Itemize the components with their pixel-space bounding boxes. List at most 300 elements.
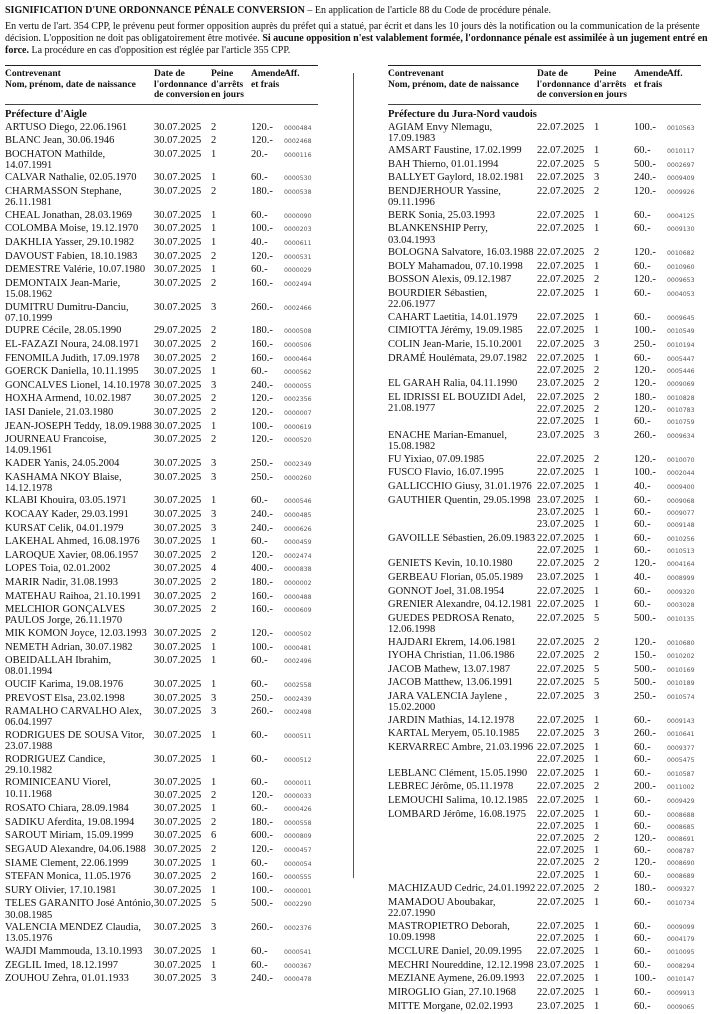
order-date: 23.07.2025	[537, 959, 585, 971]
fine-amount: 60.-	[634, 532, 651, 544]
order-row	[154, 844, 318, 856]
header-contrevenant-line2: Nom, prénom, date de naissance	[5, 79, 136, 90]
order-row	[154, 550, 318, 562]
order-date: 22.07.2025	[537, 845, 585, 857]
detention-days: 2	[211, 590, 217, 602]
detention-days: 1	[211, 495, 217, 507]
order-date: 22.07.2025	[537, 453, 585, 465]
detention-days: 2	[594, 247, 600, 259]
table-row	[5, 844, 318, 856]
order-row	[537, 728, 701, 740]
order-list	[154, 135, 318, 147]
case-number: 0000367	[284, 962, 312, 970]
detention-days: 1	[594, 288, 600, 300]
order-date: 22.07.2025	[537, 636, 585, 648]
case-number: 0009429	[667, 797, 695, 805]
detention-days: 1	[594, 311, 600, 323]
case-number: 0010563	[667, 124, 695, 132]
table-row	[388, 691, 701, 713]
order-row	[537, 946, 701, 958]
case-number: 0002356	[284, 396, 312, 404]
table-row	[388, 742, 701, 766]
order-list	[537, 960, 701, 972]
offender-name: MAMADOU Aboubakar, 22.07.1990	[388, 896, 496, 919]
order-date: 30.07.2025	[154, 627, 202, 639]
case-number: 0008999	[667, 574, 695, 582]
fine-amount: 200.-	[634, 781, 656, 793]
case-number: 0011002	[667, 784, 695, 792]
order-row	[154, 421, 318, 433]
table-row	[5, 278, 318, 300]
case-number: 0000838	[284, 566, 312, 574]
detention-days: 2	[594, 186, 600, 198]
order-row	[154, 380, 318, 392]
offender-name: MARIR Nadir, 31.08.1993	[5, 576, 119, 588]
detention-days: 2	[211, 871, 217, 883]
fine-amount: 120.-	[251, 549, 273, 561]
detention-days: 2	[211, 186, 217, 198]
order-list	[537, 122, 701, 144]
fine-amount: 60.-	[251, 536, 268, 548]
case-number: 0010574	[667, 693, 695, 701]
order-list	[154, 754, 318, 776]
offender-name: DEMESTRE Valérie, 10.07.1980	[5, 264, 146, 276]
order-list	[154, 817, 318, 829]
detention-days: 2	[211, 250, 217, 262]
order-date: 30.07.2025	[154, 250, 202, 262]
detention-days: 1	[594, 571, 600, 583]
offender-name: HAJDARI Ekrem, 14.06.1981	[388, 636, 517, 648]
table-row	[5, 591, 318, 603]
order-list	[537, 728, 701, 740]
order-list	[154, 421, 318, 433]
offender-name: BENDJERHOUR Yassine, 09.11.1996	[388, 186, 501, 209]
order-row	[154, 523, 318, 535]
offender-name: KARTAL Meryem, 05.10.1985	[388, 728, 520, 740]
fine-amount: 40.-	[251, 237, 268, 249]
table-row	[5, 730, 318, 752]
offender-name: SURY Olivier, 17.10.1981	[5, 884, 117, 896]
detention-days: 5	[594, 663, 600, 675]
order-date: 22.07.2025	[537, 247, 585, 259]
fine-amount: 120.-	[251, 627, 273, 639]
table-row	[5, 550, 318, 562]
order-date: 22.07.2025	[537, 973, 585, 985]
offender-name: CHEAL Jonathan, 28.03.1969	[5, 209, 133, 221]
order-date: 23.07.2025	[537, 506, 585, 518]
offender-name: DUPRE Cécile, 28.05.1990	[5, 325, 122, 337]
table-row	[5, 135, 318, 147]
table-row	[388, 495, 701, 532]
order-date: 22.07.2025	[537, 946, 585, 958]
detention-days: 3	[594, 430, 600, 442]
notice-title-line	[5, 5, 708, 17]
fine-amount: 600.-	[251, 830, 273, 842]
order-list	[154, 264, 318, 276]
detention-days: 1	[211, 420, 217, 432]
fine-amount: 240.-	[251, 973, 273, 985]
order-list	[537, 159, 701, 171]
order-date: 22.07.2025	[537, 728, 585, 740]
table-row	[5, 777, 318, 801]
order-row	[537, 691, 701, 703]
detention-days: 1	[594, 820, 600, 832]
table-row	[388, 353, 701, 377]
case-number: 0004053	[667, 291, 695, 299]
order-row	[537, 1001, 701, 1013]
detention-days: 3	[211, 301, 217, 313]
detention-days: 1	[211, 884, 217, 896]
order-list	[537, 613, 701, 635]
fine-amount: 260.-	[634, 430, 656, 442]
header-amende: Amende et frais	[634, 69, 668, 90]
case-number: 0009148	[667, 522, 695, 529]
table-row	[5, 495, 318, 507]
case-number: 0004125	[667, 212, 695, 220]
detention-days: 2	[211, 135, 217, 147]
fine-amount: 60.-	[634, 820, 651, 832]
detention-days: 1	[211, 209, 217, 221]
case-number: 0009400	[667, 484, 695, 491]
order-row	[537, 353, 701, 365]
detention-days: 1	[594, 741, 600, 753]
order-date: 22.07.2025	[537, 714, 585, 726]
order-date: 30.07.2025	[154, 816, 202, 828]
fine-amount: 250.-	[634, 339, 656, 351]
order-row	[154, 898, 318, 910]
order-row	[537, 742, 701, 754]
detention-days: 1	[594, 932, 600, 944]
detention-days: 1	[211, 803, 217, 815]
case-number: 0008688	[667, 811, 695, 819]
offender-name: MEZIANE Aymene, 26.09.1993	[388, 973, 525, 985]
detention-days: 1	[594, 585, 600, 597]
order-row	[154, 186, 318, 198]
case-number: 0009077	[667, 509, 695, 517]
case-number: 0000531	[284, 253, 312, 261]
order-list	[154, 434, 318, 456]
order-row	[537, 145, 701, 157]
order-date: 30.07.2025	[154, 186, 202, 198]
order-date: 22.07.2025	[537, 883, 585, 895]
table-row	[388, 586, 701, 598]
detention-days: 4	[211, 563, 217, 575]
order-row	[154, 434, 318, 446]
table-row	[5, 366, 318, 378]
fine-amount: 500.-	[634, 158, 656, 170]
order-row	[537, 481, 701, 493]
offender-name: DEMONTAIX Jean-Marie, 15.08.1962	[5, 277, 121, 301]
case-number: 0000481	[284, 644, 312, 652]
fine-amount: 120.-	[251, 844, 273, 856]
offender-name: GRENIER Alexandre, 04.12.1981	[388, 599, 532, 611]
order-list	[154, 458, 318, 470]
fine-amount: 100.-	[251, 641, 273, 653]
offender-name: GAVOILLE Sébastien, 26.09.1983	[388, 532, 536, 544]
detention-days: 2	[594, 558, 600, 570]
offender-name: BLANKENSHIP Perry, 03.04.1993	[388, 223, 488, 246]
order-date: 22.07.2025	[537, 364, 585, 376]
offender-name: BOLY Mahamadou, 07.10.1998	[388, 260, 523, 272]
case-number: 0000626	[284, 525, 312, 533]
order-row	[154, 149, 318, 161]
case-number: 0002376	[284, 925, 312, 933]
fine-amount: 400.-	[251, 563, 273, 575]
table-row	[388, 973, 701, 985]
order-date: 30.07.2025	[154, 922, 202, 934]
order-date: 22.07.2025	[537, 404, 585, 416]
order-row	[537, 897, 701, 909]
case-number: 0000001	[284, 887, 312, 895]
fine-amount: 60.-	[634, 794, 651, 806]
fine-amount: 120.-	[634, 186, 656, 198]
fine-amount: 160.-	[251, 604, 273, 616]
case-number: 0002496	[284, 658, 312, 666]
detention-days: 1	[211, 959, 217, 971]
table-row	[5, 858, 318, 870]
order-row	[537, 495, 701, 507]
order-date: 22.07.2025	[537, 650, 585, 662]
fine-amount: 100.-	[634, 325, 656, 337]
order-row	[154, 563, 318, 575]
order-date: 22.07.2025	[537, 325, 585, 337]
order-date: 22.07.2025	[537, 741, 585, 753]
order-row	[154, 509, 318, 521]
offender-name: MCCLURE Daniel, 20.09.1995	[388, 946, 522, 958]
detention-days: 1	[594, 325, 600, 337]
case-number: 0000809	[284, 833, 312, 841]
order-row	[154, 172, 318, 184]
order-row	[537, 664, 701, 676]
fine-amount: 60.-	[251, 678, 268, 690]
detention-days: 1	[594, 467, 600, 479]
fine-amount: 60.-	[634, 714, 651, 726]
order-row	[537, 247, 701, 259]
order-date: 30.07.2025	[154, 301, 202, 313]
fine-amount: 60.-	[634, 845, 651, 857]
table-row	[388, 467, 701, 479]
detention-days: 1	[594, 714, 600, 726]
order-list	[537, 586, 701, 598]
detention-days: 1	[594, 260, 600, 272]
order-date: 22.07.2025	[537, 209, 585, 221]
order-list	[537, 186, 701, 208]
fine-amount: 60.-	[251, 777, 268, 789]
case-number: 0000546	[284, 498, 312, 506]
fine-amount: 120.-	[634, 274, 656, 286]
order-row	[537, 339, 701, 351]
case-number: 0009409	[667, 175, 695, 183]
order-date: 30.07.2025	[154, 209, 202, 221]
table-row	[388, 533, 701, 557]
table-row	[388, 650, 701, 662]
detention-days: 2	[211, 549, 217, 561]
order-date: 30.07.2025	[154, 457, 202, 469]
fine-amount: 60.-	[634, 223, 651, 235]
case-number: 0000508	[284, 328, 312, 336]
detention-days: 2	[594, 453, 600, 465]
order-date: 22.07.2025	[537, 467, 585, 479]
order-date: 22.07.2025	[537, 869, 585, 881]
table-row	[5, 960, 318, 972]
case-number: 0010587	[667, 770, 695, 778]
order-list	[537, 599, 701, 611]
offender-name: GOERCK Daniella, 10.11.1995	[5, 366, 139, 378]
table-row	[5, 380, 318, 392]
detention-days: 5	[594, 677, 600, 689]
order-row	[537, 821, 701, 833]
offender-name: ARTUSO Diego, 22.06.1961	[5, 121, 128, 133]
order-date: 30.07.2025	[154, 777, 202, 789]
order-row	[537, 533, 701, 545]
detention-days: 1	[594, 599, 600, 611]
case-number: 0002697	[667, 161, 695, 169]
table-row	[388, 325, 701, 337]
order-list	[537, 883, 701, 895]
fine-amount: 60.-	[251, 264, 268, 276]
case-number: 0000502	[284, 630, 312, 638]
table-row	[388, 768, 701, 780]
case-number: 0000562	[284, 369, 312, 377]
table-row	[388, 781, 701, 793]
order-date: 22.07.2025	[537, 416, 585, 428]
order-row	[154, 817, 318, 829]
order-date: 30.07.2025	[154, 576, 202, 588]
order-row	[537, 159, 701, 171]
fine-amount: 250.-	[634, 690, 656, 702]
order-list	[154, 898, 318, 920]
offender-name: COLIN Jean-Marie, 15.10.2001	[388, 339, 523, 351]
table-row	[5, 393, 318, 405]
detention-days: 3	[594, 339, 600, 351]
order-row	[537, 754, 701, 766]
offender-name: JACOB Matthew, 13.06.1991	[388, 677, 514, 689]
order-date: 30.07.2025	[154, 729, 202, 741]
order-date: 30.07.2025	[154, 641, 202, 653]
fine-amount: 60.-	[634, 544, 651, 556]
detention-days: 1	[211, 753, 217, 765]
detention-days: 6	[211, 830, 217, 842]
offender-name: WAJDI Mammouda, 13.10.1993	[5, 946, 143, 958]
order-row	[154, 946, 318, 958]
case-number: 0010147	[667, 976, 695, 984]
order-list	[154, 563, 318, 575]
order-date: 22.07.2025	[537, 808, 585, 820]
table-row	[5, 458, 318, 470]
order-date: 30.07.2025	[154, 898, 202, 910]
detention-days: 1	[594, 973, 600, 985]
order-date: 22.07.2025	[537, 987, 585, 999]
order-row	[537, 960, 701, 972]
case-number: 0002290	[284, 901, 312, 909]
offender-name: BLANC Jean, 30.06.1946	[5, 135, 115, 147]
offender-name: JOURNEAU Francoise, 14.09.1961	[5, 434, 107, 457]
order-row	[537, 599, 701, 611]
order-list	[154, 237, 318, 249]
detention-days: 1	[211, 237, 217, 249]
offender-name: HOXHA Armend, 10.02.1987	[5, 393, 132, 405]
offender-name: KOCAAY Kader, 29.03.1991	[5, 508, 129, 520]
case-number: 0002468	[284, 138, 312, 146]
table-row	[388, 897, 701, 919]
left-column	[5, 65, 318, 987]
offender-name: GAUTHIER Quentin, 29.05.1998	[388, 494, 531, 506]
fine-amount: 180.-	[251, 186, 273, 198]
fine-amount: 180.-	[634, 883, 656, 895]
order-list	[537, 172, 701, 184]
order-list	[154, 509, 318, 521]
fine-amount: 120.-	[634, 636, 656, 648]
table-row	[388, 613, 701, 635]
order-date: 30.07.2025	[154, 407, 202, 418]
order-date: 30.07.2025	[154, 844, 202, 856]
order-row	[154, 393, 318, 405]
fine-amount: 260.-	[251, 922, 273, 934]
order-list	[537, 781, 701, 793]
case-number: 0009143	[667, 717, 695, 725]
notice-body-bold: Si aucune opposition n'est valablement formée, l'ordonnance pénale est assimilée à un jugement entré en force.	[5, 33, 708, 56]
offender-name: LEMOUCHI Salima, 10.12.1985	[388, 794, 528, 806]
order-date: 22.07.2025	[537, 820, 585, 832]
order-date: 22.07.2025	[537, 481, 585, 492]
detention-days: 1	[211, 223, 217, 235]
table-row	[5, 577, 318, 589]
table-row	[388, 274, 701, 286]
order-row	[154, 693, 318, 705]
order-row	[537, 288, 701, 300]
detention-days: 1	[594, 519, 600, 530]
detention-days: 2	[594, 636, 600, 648]
case-number: 0000512	[284, 756, 312, 764]
offender-name: SAROUT Miriam, 15.09.1999	[5, 830, 134, 842]
right-column	[388, 65, 701, 1014]
case-number: 0000029	[284, 267, 312, 275]
fine-amount: 60.-	[634, 288, 651, 300]
case-number: 0010169	[667, 666, 695, 674]
order-row	[537, 274, 701, 286]
table-row	[388, 339, 701, 351]
order-date: 30.07.2025	[154, 706, 202, 718]
offender-name: BALLYET Gaylord, 18.02.1981	[388, 172, 525, 184]
case-number: 0010734	[667, 899, 695, 907]
table-row	[5, 237, 318, 249]
offender-name: OUCIF Karima, 19.08.1976	[5, 678, 124, 690]
order-row	[154, 325, 318, 337]
order-row	[537, 404, 701, 416]
detention-days: 2	[594, 832, 600, 844]
table-row	[388, 946, 701, 958]
order-row	[537, 210, 701, 222]
notice-title-suffix: – En application de l'article 88 du Code de procédure pénale.	[304, 5, 552, 16]
case-number: 0002044	[667, 470, 695, 478]
order-list	[537, 742, 701, 766]
order-date: 30.07.2025	[154, 753, 202, 765]
order-list	[537, 288, 701, 310]
order-row	[537, 507, 701, 519]
order-date: 22.07.2025	[537, 677, 585, 689]
detention-days: 3	[211, 457, 217, 469]
order-list	[154, 844, 318, 856]
order-date: 30.07.2025	[154, 830, 202, 842]
order-date: 22.07.2025	[537, 339, 585, 351]
case-number: 0000260	[284, 474, 312, 482]
order-row	[154, 591, 318, 603]
order-list	[537, 325, 701, 337]
order-list	[537, 495, 701, 532]
table-row	[388, 223, 701, 245]
detention-days: 3	[211, 522, 217, 534]
fine-amount: 60.-	[251, 366, 268, 378]
